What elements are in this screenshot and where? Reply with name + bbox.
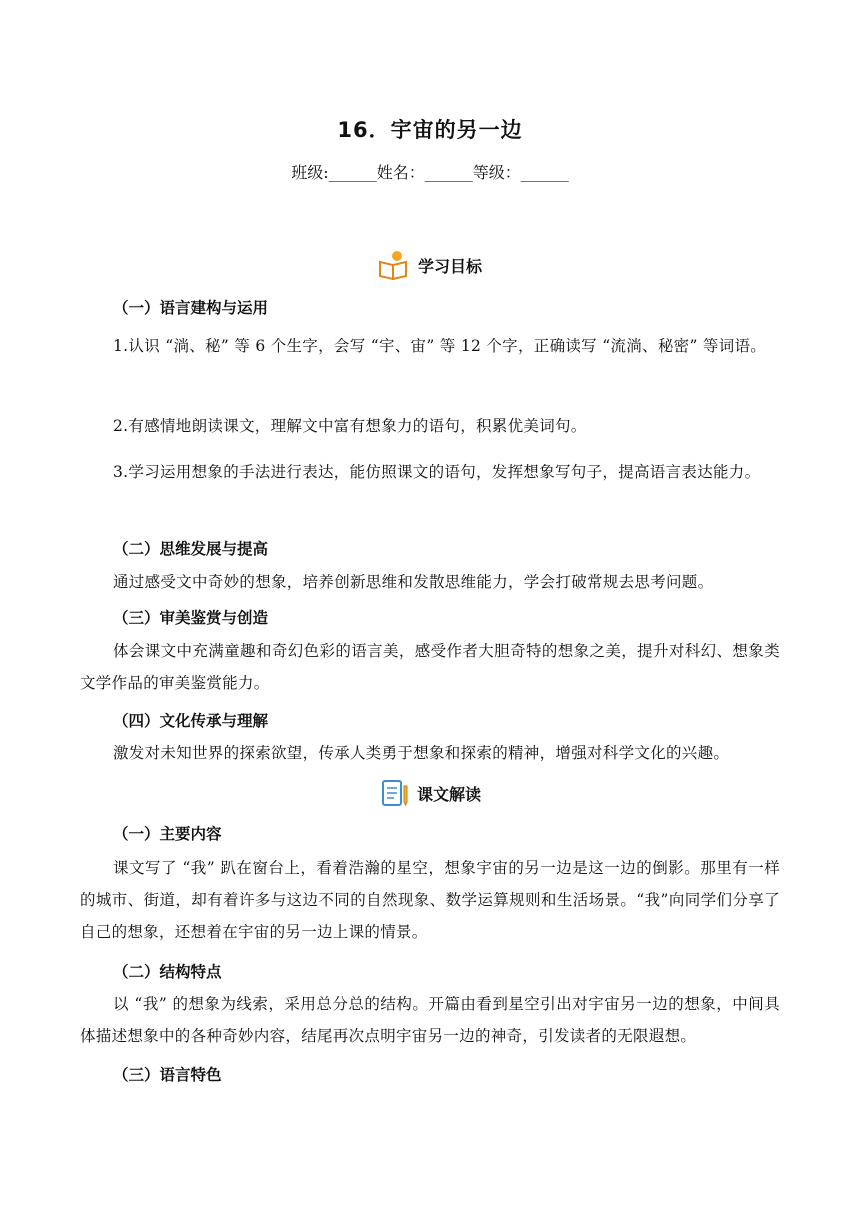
section-heading-label: 学习目标 <box>417 256 482 276</box>
subheading: （三）审美鉴赏与创造 <box>113 609 269 627</box>
section-heading-label: 课文解读 <box>416 784 481 804</box>
subheading: （一）语言建构与运用 <box>113 299 269 317</box>
student-info-line: 班级:______姓名：______等级：______ <box>291 163 569 182</box>
paragraph: 体会课文中充满童趣和奇幻色彩的语言美，感受作者大胆奇特的想象之美，提升对科幻、想象类文学作品的审美鉴赏能力。 <box>80 642 780 692</box>
subheading: （四）文化传承与理解 <box>113 712 269 730</box>
section-heading-text-analysis <box>0 778 860 808</box>
notebook-pencil-icon <box>379 778 409 808</box>
subheading: （二）结构特点 <box>113 963 222 981</box>
section-heading-learning-goals <box>0 250 860 280</box>
paragraph: 1.认识 “淌、秘” 等 6 个生字，会写 “宇、宙” 等 12 个字，正确读写 “流淌、秘密” 等词语。 <box>113 337 767 355</box>
paragraph: 课文写了 “我” 趴在窗台上，看着浩瀚的星空，想象宇宙的另一边是这一边的倒影。那里有一样的城市、街道，却有着许多与这边不同的自然现象、数学运算规则和生活场景。“我”向同学们分享了自己的想象，还想着在宇宙的另一边上课的情景。 <box>80 859 780 941</box>
subheading: （一）主要内容 <box>113 825 222 843</box>
reading-person-icon <box>378 250 410 280</box>
paragraph: 激发对未知世界的探索欲望，传承人类勇于想象和探索的精神，增强对科学文化的兴趣。 <box>113 744 730 762</box>
paragraph: 以 “我” 的想象为线索，采用总分总的结构。开篇由看到星空引出对宇宙另一边的想象，中间具体描述想象中的各种奇妙内容，结尾再次点明宇宙另一边的神奇，引发读者的无限遐想。 <box>80 995 780 1045</box>
paragraph: 3.学习运用想象的手法进行表达，能仿照课文的语句，发挥想象写句子，提高语言表达能力。 <box>113 463 761 481</box>
subheading: （二）思维发展与提高 <box>113 540 269 558</box>
paragraph: 通过感受文中奇妙的想象，培养创新思维和发散思维能力，学会打破常规去思考问题。 <box>113 573 714 591</box>
page-title: 16．宇宙的另一边 <box>337 118 523 142</box>
subheading: （三）语言特色 <box>113 1066 222 1084</box>
paragraph: 2.有感情地朗读课文，理解文中富有想象力的语句，积累优美词句。 <box>113 417 587 435</box>
